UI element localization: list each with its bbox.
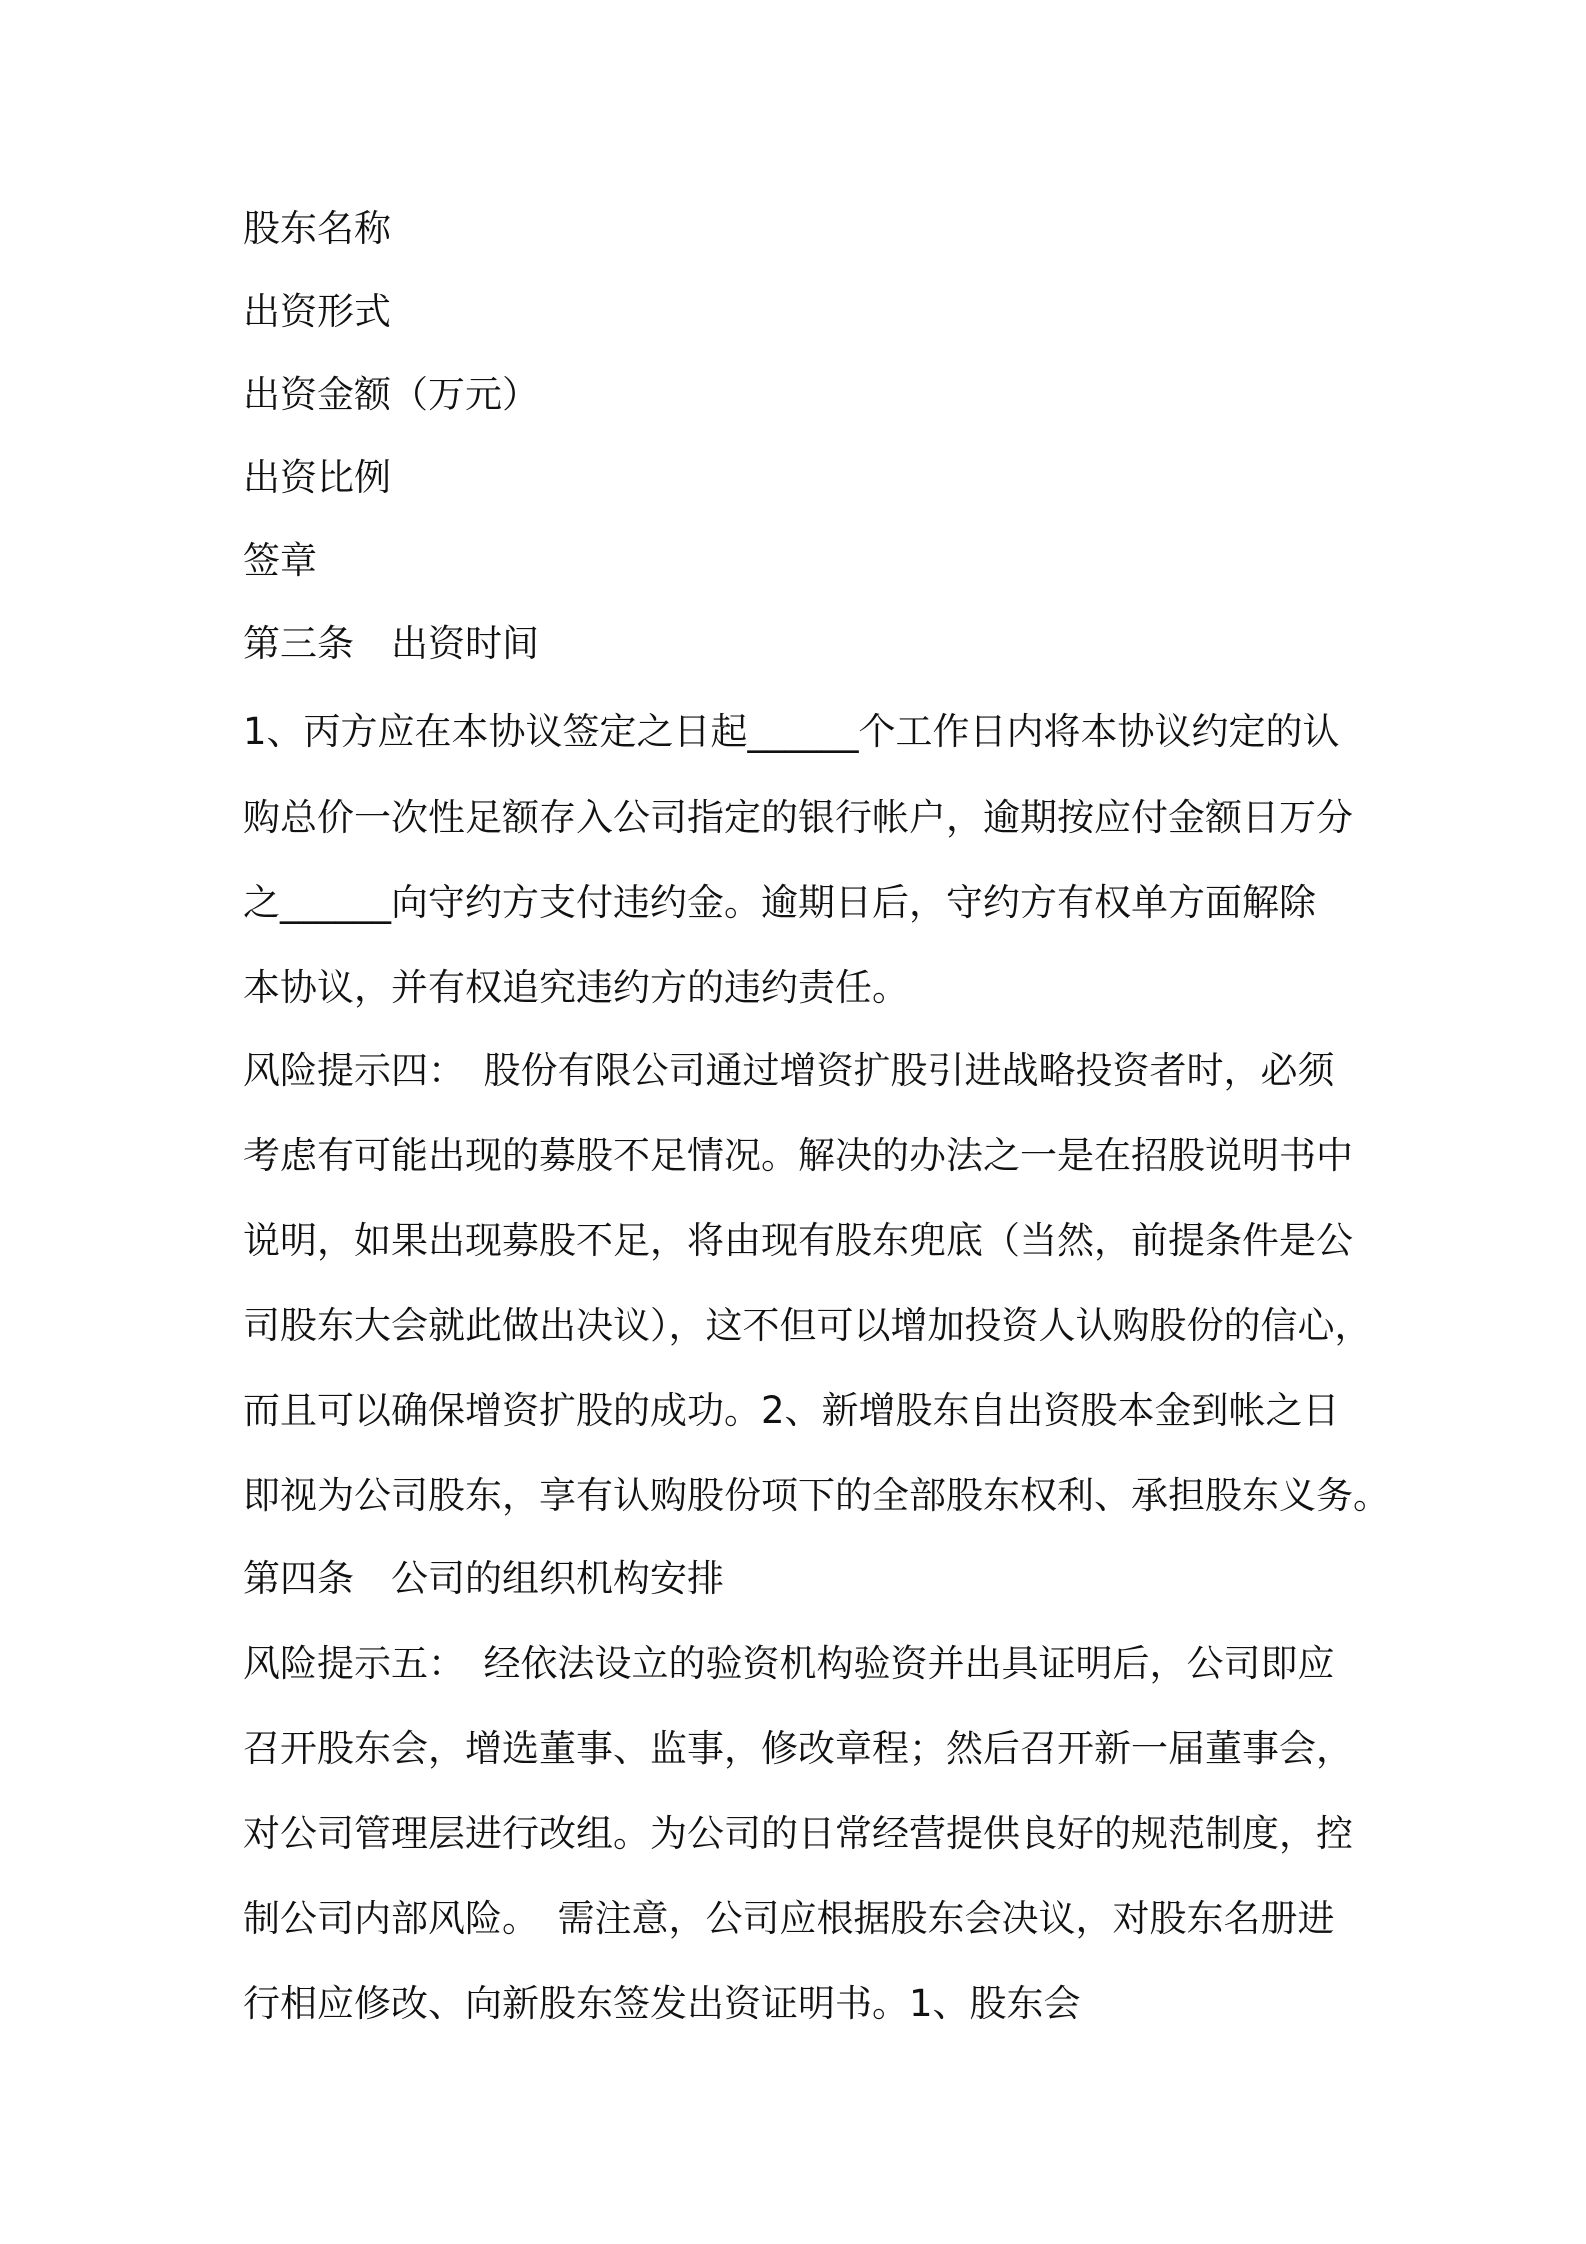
text-line: 说明，如果出现募股不足，将由现有股东兜底（当然，前提条件是公 [243, 1219, 1353, 1262]
text-line: 即视为公司股东，享有认购股份项下的全部股东权利、承担股东义务。 [243, 1474, 1390, 1517]
text-line: 出资比例 [243, 456, 391, 499]
text-line: 签章 [243, 539, 317, 582]
text-line: 司股东大会就此做出决议），这不但可以增加投资人认购股份的信心， [243, 1304, 1372, 1347]
text-line: 出资金额（万元） [243, 373, 539, 416]
text-line: 而且可以确保增资扩股的成功。2、新增股东自出资股本金到帐之日 [243, 1389, 1340, 1432]
text-line: 制公司内部风险。 需注意，公司应根据股东会决议，对股东名册进 [243, 1897, 1335, 1940]
text-line: 召开股东会，增选董事、监事，修改章程；然后召开新一届董事会， [243, 1727, 1353, 1770]
text-line: 考虑有可能出现的募股不足情况。解决的办法之一是在招股说明书中 [243, 1134, 1353, 1177]
text-line: 行相应修改、向新股东签发出资证明书。1、股东会 [243, 1982, 1081, 2025]
text-line: 对公司管理层进行改组。为公司的日常经营提供良好的规范制度，控 [243, 1812, 1353, 1855]
section-heading: 第三条 出资时间 [243, 622, 539, 665]
text-line: 之______向守约方支付违约金。逾期日后，守约方有权单方面解除 [243, 881, 1316, 924]
text-line: 购总价一次性足额存入公司指定的银行帐户，逾期按应付金额日万分 [243, 796, 1353, 839]
text-line: 风险提示四： 股份有限公司通过增资扩股引进战略投资者时，必须 [243, 1049, 1335, 1092]
section-heading: 第四条 公司的组织机构安排 [243, 1557, 724, 1600]
text-line: 1、丙方应在本协议签定之日起______个工作日内将本协议约定的认 [243, 710, 1340, 753]
text-line: 本协议，并有权追究违约方的违约责任。 [243, 966, 909, 1009]
text-line: 风险提示五： 经依法设立的验资机构验资并出具证明后，公司即应 [243, 1642, 1335, 1685]
text-line: 股东名称 [243, 207, 391, 250]
text-line: 出资形式 [243, 290, 391, 333]
